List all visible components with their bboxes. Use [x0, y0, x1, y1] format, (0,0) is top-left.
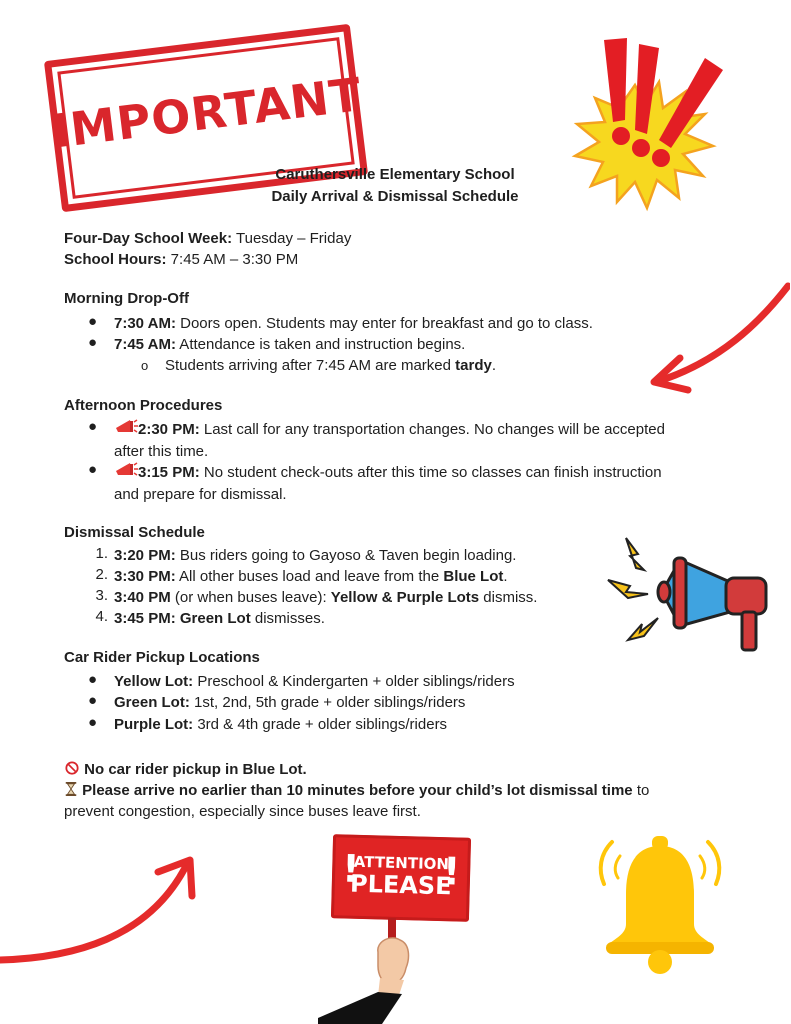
- attention-sign: [331, 834, 471, 922]
- dismissal-text-3-end: dismiss.: [479, 589, 538, 606]
- car-pickup-heading: Car Rider Pickup Locations: [64, 649, 260, 666]
- hand-holding-sign-icon: [318, 918, 428, 1024]
- afternoon-text-2b: and prepare for dismissal.: [114, 485, 287, 503]
- tardy-word: tardy: [455, 357, 492, 374]
- school-name: Caruthersville Elementary School: [275, 166, 515, 183]
- morning-item-2: [114, 334, 734, 356]
- arrive-note: [64, 780, 744, 822]
- morning-heading: Morning Drop-Off: [64, 290, 189, 307]
- dismissal-text-1: Bus riders going to Gayoso & Taven begin loading.: [175, 547, 517, 564]
- dismissal-time-1: 3:20 PM:: [114, 547, 176, 564]
- sign-text-please: PLEASE: [349, 869, 452, 901]
- green-lot-label: Green Lot:: [114, 694, 190, 711]
- dismissal-num-4: 4.: [95, 608, 108, 625]
- bullet-icon: ●: [88, 714, 98, 731]
- megaphone-icon: [600, 530, 790, 660]
- hourglass-icon: [64, 782, 78, 796]
- no-entry-icon: [64, 761, 80, 775]
- afternoon-time-2: 3:15 PM:: [138, 464, 200, 481]
- afternoon-text-1b: after this time.: [114, 442, 209, 460]
- sign-text-attention: ATTENTION: [353, 852, 450, 874]
- dismissal-text-3: (or when buses leave):: [170, 589, 331, 606]
- arrive-note-bold: Please arrive no earlier than 10 minutes before your child’s lot dismissal time: [82, 782, 633, 799]
- arrow-left-icon: [0, 850, 205, 975]
- dismissal-time-4: 3:45 PM: Green Lot: [114, 610, 251, 627]
- dismissal-item-1: [114, 545, 614, 567]
- no-pickup-text: No car rider pickup in Blue Lot.: [84, 761, 307, 778]
- car-item-yellow: [114, 671, 734, 693]
- tardy-note: [165, 355, 496, 376]
- yellow-purple-lots-label: Yellow & Purple Lots: [330, 589, 480, 606]
- bell-icon: [590, 832, 730, 982]
- tardy-note-text: Students arriving after 7:45 AM are marked: [165, 357, 456, 374]
- tardy-note-end: .: [491, 357, 497, 374]
- dismissal-num-1: 1.: [95, 545, 108, 562]
- dismissal-time-3: 3:40 PM: [114, 589, 171, 606]
- megaphone-icon: [114, 418, 138, 434]
- dismissal-time-2: 3:30 PM:: [114, 568, 176, 585]
- arrive-note-line2: prevent congestion, especially since buses leave first.: [64, 803, 421, 820]
- megaphone-icon: [114, 461, 138, 477]
- no-pickup-note: [64, 759, 307, 780]
- yellow-lot-label: Yellow Lot:: [114, 673, 194, 690]
- afternoon-text-2: No student check-outs after this time so classes can finish instruction: [199, 464, 662, 481]
- school-week-line: [64, 228, 351, 249]
- yellow-lot-text: Preschool & Kindergarten + older siblings/riders: [193, 673, 515, 690]
- dismissal-item-4: [114, 608, 614, 630]
- green-lot-text: 1st, 2nd, 5th grade + older siblings/riders: [189, 694, 466, 711]
- sign-mark-right: !: [442, 849, 461, 894]
- dismissal-text-2: All other buses load and leave from the: [175, 568, 444, 585]
- school-hours-line: [64, 249, 298, 270]
- stamp-text: IMPORTANT: [49, 67, 365, 159]
- dismissal-heading: Dismissal Schedule: [64, 524, 205, 541]
- bullet-icon: ●: [88, 418, 98, 435]
- dismissal-text-2-end: .: [503, 568, 508, 585]
- morning-time-2: 7:45 AM:: [114, 336, 176, 353]
- car-item-green: [114, 692, 734, 714]
- dismissal-item-2: [114, 566, 614, 588]
- school-week-value: Tuesday – Friday: [232, 230, 352, 247]
- bullet-icon: ●: [88, 313, 98, 330]
- afternoon-item-2: [114, 461, 734, 505]
- dismissal-item-3: [114, 587, 614, 609]
- afternoon-time-1: 2:30 PM:: [138, 421, 200, 438]
- blue-lot-label: Blue Lot: [443, 568, 504, 585]
- arrive-note-rest: to: [632, 782, 650, 799]
- school-week-label: Four-Day School Week:: [64, 230, 233, 247]
- purple-lot-label: Purple Lot:: [114, 716, 194, 733]
- morning-text-2: Attendance is taken and instruction begins.: [175, 336, 466, 353]
- school-hours-label: School Hours:: [64, 251, 167, 268]
- morning-time-1: 7:30 AM:: [114, 315, 176, 332]
- bullet-icon: ●: [88, 671, 98, 688]
- sign-mark-left: !: [341, 846, 361, 891]
- afternoon-item-1: [114, 418, 734, 462]
- dismissal-num-2: 2.: [95, 566, 108, 583]
- afternoon-text-1: Last call for any transportation changes. No changes will be accepted: [199, 421, 665, 438]
- schedule-title: Daily Arrival & Dismissal Schedule: [271, 188, 519, 205]
- morning-item-1: [114, 313, 734, 335]
- purple-lot-text: 3rd & 4th grade + older siblings/riders: [193, 716, 448, 733]
- dismissal-num-3: 3.: [95, 587, 108, 604]
- morning-text-1: Doors open. Students may enter for breakfast and go to class.: [175, 315, 593, 332]
- bullet-icon: ●: [88, 692, 98, 709]
- sub-bullet-icon: o: [141, 358, 149, 373]
- dismissal-text-4: dismisses.: [250, 610, 325, 627]
- school-hours-value: 7:45 AM – 3:30 PM: [166, 251, 299, 268]
- car-item-purple: [114, 714, 734, 736]
- bullet-icon: ●: [88, 461, 98, 478]
- afternoon-heading: Afternoon Procedures: [64, 397, 223, 414]
- bullet-icon: ●: [88, 334, 98, 351]
